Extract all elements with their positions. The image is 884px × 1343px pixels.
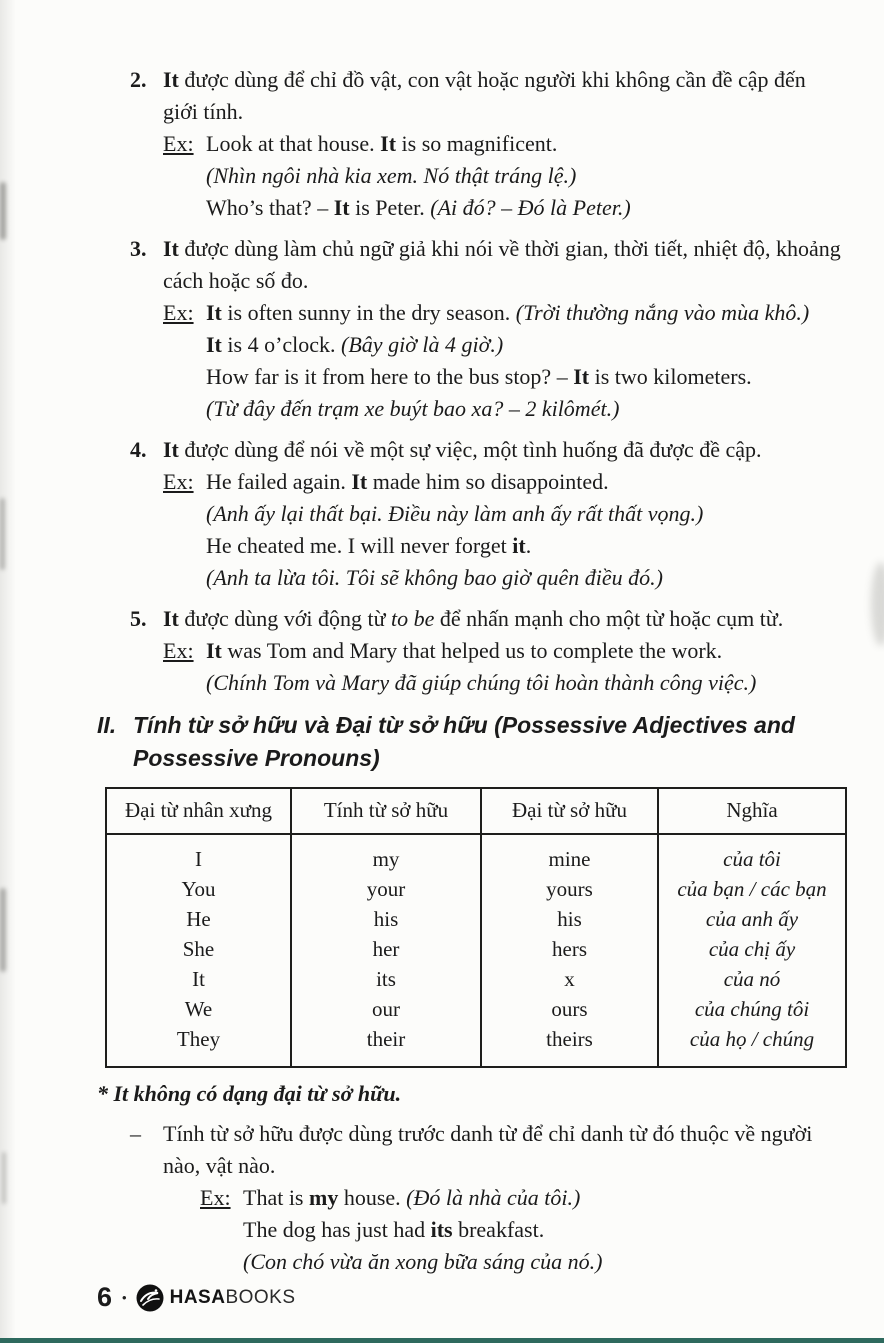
table-cell: I [195,847,202,871]
example-line [200,1182,846,1214]
brand-wordmark [170,1287,296,1309]
item-number: 4. [130,437,147,462]
table-cell: của họ / chúng [689,1027,815,1051]
example-line [163,128,846,160]
table-cell: yours [546,877,593,901]
example-line: How far is it from here to the bus stop? – It is two kilometers. [206,364,752,389]
table-cell: x [564,967,575,991]
table-cell: mine [548,847,591,871]
list-item-3 [130,233,846,425]
example-line: He cheated me. I will never forget it. [206,533,532,558]
example-label: Ex: [163,469,194,494]
example-block [163,297,846,425]
table-cell: my [372,847,400,871]
table-cell: his [373,907,399,931]
page-number: 6 [97,1282,113,1312]
table-column-meaning [658,834,846,1067]
possessives-table [105,787,847,1068]
item-text: It được dùng làm chủ ngữ giả khi nói về thời gian, thời tiết, nhiệt độ, khoảng cách hoặc số đo. [163,236,841,293]
table-cell: của nó [723,967,781,991]
rule-text: Tính từ sở hữu được dùng trước danh từ để chỉ danh từ đó thuộc về người nào, vật nào. [163,1121,813,1178]
example-line: (Chính Tom và Mary đã giúp chúng tôi hoàn thành công việc.) [206,670,757,695]
list-item-2 [130,64,846,224]
table-cell: hers [552,937,587,961]
item-text: It được dùng với động từ to be để nhấn mạnh cho một từ hoặc cụm từ. [163,606,784,631]
footer-separator: • [122,1290,127,1305]
table-body-row [106,834,846,1067]
item-number: 2. [130,67,147,92]
table-header-personal-pronoun: Đại từ nhân xưng [106,788,291,834]
example-line: (Con chó vừa ăn xong bữa sáng của nó.) [243,1249,603,1274]
table-cell: theirs [546,1027,593,1051]
example-text: Look at that house. It is so magnificent. [206,131,558,156]
list-item-4 [130,434,846,594]
example-line [163,297,846,329]
table-cell: của chúng tôi [694,997,810,1021]
example-label: Ex: [200,1185,231,1210]
example-label: Ex: [163,300,194,325]
example-line: (Nhìn ngôi nhà kia xem. Nó thật tráng lệ.) [206,163,577,188]
example-block [163,635,846,699]
table-column-possessive-adjective [291,834,481,1067]
table-header-possessive-pronoun: Đại từ sở hữu [481,788,658,834]
table-cell: her [372,937,400,961]
table-cell: They [176,1027,221,1051]
example-line: The dog has just had its breakfast. [243,1217,545,1242]
example-label: Ex: [163,131,194,156]
table-column-personal-pronoun [106,834,291,1067]
example-text: He failed again. It made him so disappointed. [206,469,609,494]
section-heading [97,709,846,775]
table-cell: She [182,937,215,961]
table-cell: ours [551,997,588,1021]
table-cell: của bạn / các bạn [677,877,827,901]
page-footer [97,1282,296,1313]
example-line: It is 4 o’clock. (Bây giờ là 4 giờ.) [206,332,504,357]
brand-bold: HASA [169,1286,226,1308]
footnote-it-no-possessive: * It không có dạng đại từ sở hữu. [97,1081,402,1106]
example-line [163,466,846,498]
table-cell: our [372,997,400,1021]
table-cell: của anh ấy [705,907,799,931]
example-block [163,466,846,594]
page-bottom-edge [0,1338,884,1343]
table-header-row [106,788,846,834]
table-cell: It [192,967,205,991]
table-cell: của chị ấy [708,937,796,961]
table-cell: You [181,877,216,901]
example-line [163,635,846,667]
table-cell: its [376,967,396,991]
section-title: Tính từ sở hữu và Đại từ sở hữu (Possessive Adjectives and Possessive Pronouns) [133,712,795,771]
example-line: (Anh ta lừa tôi. Tôi sẽ không bao giờ quên điều đó.) [206,565,663,590]
example-line: Who’s that? – It is Peter. (Ai đó? – Đó là Peter.) [206,195,631,220]
hasabooks-logo-icon [136,1284,164,1312]
dash-marker: – [130,1121,141,1146]
possessive-adjective-rule [130,1118,846,1278]
table-cell: his [557,907,582,931]
list-item-5 [130,603,846,699]
table-cell: He [186,907,211,931]
table-cell: We [184,997,213,1021]
example-label: Ex: [163,638,194,663]
item-number: 3. [130,236,147,261]
example-line: (Từ đây đến trạm xe buýt bao xa? – 2 kilômét.) [206,396,620,421]
example-text: It is often sunny in the dry season. (Trời thường nắng vào mùa khô.) [206,300,810,325]
table-header-meaning: Nghĩa [658,788,846,834]
example-text: It was Tom and Mary that helped us to complete the work. [206,638,723,663]
table-cell: your [366,877,406,901]
example-block [200,1182,846,1278]
example-line: (Anh ấy lại thất bại. Điều này làm anh ấy rất thất vọng.) [206,501,704,526]
table-column-possessive-pronoun [481,834,658,1067]
numbered-list [130,64,846,699]
table-cell: của tôi [723,847,781,871]
table-header-possessive-adjective: Tính từ sở hữu [291,788,481,834]
table-cell: their [366,1027,406,1051]
example-block [163,128,846,224]
item-number: 5. [130,606,147,631]
item-text: It được dùng để chỉ đồ vật, con vật hoặc người khi không cần đề cập đến giới tính. [163,67,806,124]
item-text: It được dùng để nói về một sự việc, một tình huống đã được đề cập. [163,437,762,462]
example-text: That is my house. (Đó là nhà của tôi.) [243,1185,581,1210]
section-number: II. [97,712,117,738]
brand-rest: BOOKS [225,1286,296,1308]
